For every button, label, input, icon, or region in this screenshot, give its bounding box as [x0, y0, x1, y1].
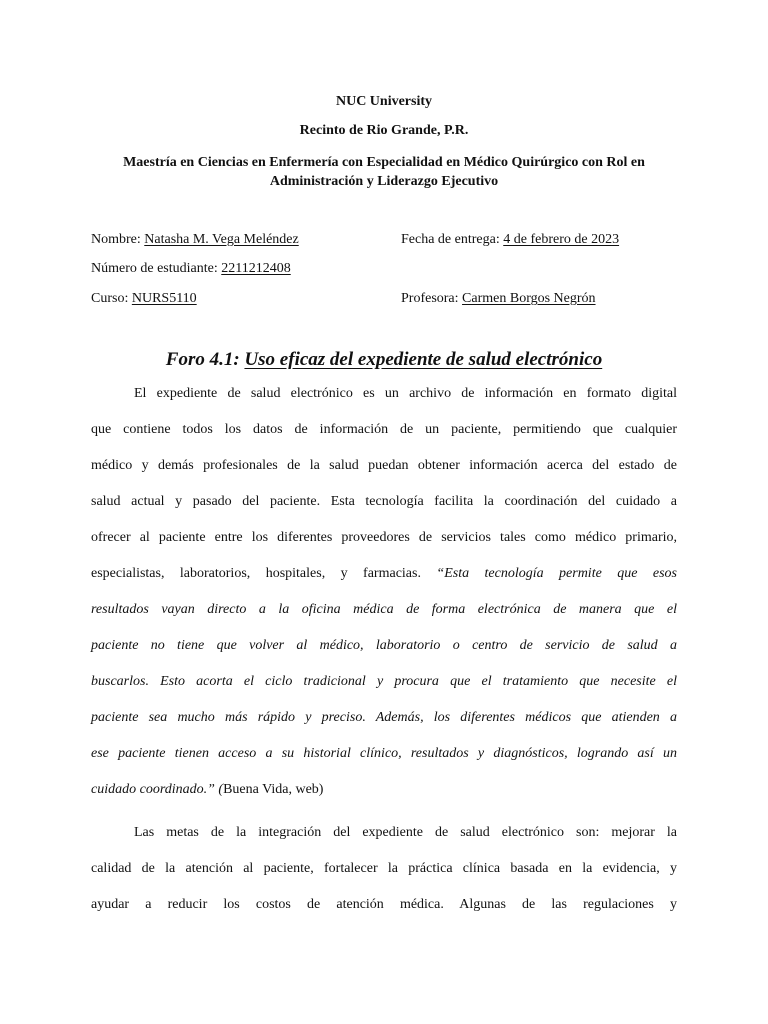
- paragraph-text: especialistas, laboratorios, hospitales, y farmacias.: [91, 566, 437, 581]
- student-number-row: [91, 261, 291, 277]
- paragraph-1: [91, 384, 677, 816]
- university-name: NUC University: [335, 94, 433, 109]
- program-name: Maestría en Ciencias en Enfermería con Especialidad en Médico Quirúrgico con Rol en Administración y Liderazgo Ejecutivo: [123, 155, 645, 189]
- paragraph-line: calidad de la atención al paciente, fortalecer la práctica clínica basada en la evidencia, y: [91, 861, 677, 876]
- forum-title-main: Uso eficaz del expediente de salud electrónico: [244, 349, 603, 370]
- paragraph-line: Las metas de la integración del expediente de salud electrónico son: mejorar la: [134, 825, 677, 840]
- paragraph-line: ayudar a reducir los costos de atención médica. Algunas de las regulaciones y: [91, 897, 677, 912]
- forum-title: [0, 349, 768, 371]
- paragraph-line: [91, 780, 677, 816]
- paragraph-line: ofrecer al paciente entre los diferentes proveedores de servicios tales como médico primario,: [91, 530, 677, 545]
- quote-text: “Esta tecnología permite que esos: [436, 566, 677, 581]
- student-number-value: 2211212408: [221, 261, 291, 276]
- professor-value: Carmen Borgos Negrón: [462, 291, 596, 306]
- professor-row: [401, 291, 596, 307]
- due-date-row: [401, 232, 619, 248]
- name-value: Natasha M. Vega Meléndez: [144, 232, 299, 247]
- date-value: 4 de febrero de 2023: [503, 232, 620, 247]
- quote-line: resultados vayan directo a la oficina médica de forma electrónica de manera que el: [91, 602, 677, 617]
- course-value: NURS5110: [131, 291, 197, 306]
- campus-name: Recinto de Rio Grande, P.R.: [299, 123, 469, 138]
- paragraph-line: salud actual y pasado del paciente. Esta tecnología facilita la coordinación del cuidado a: [91, 494, 677, 509]
- quote-line: paciente no tiene que volver al médico, laboratorio o centro de servicio de salud a: [91, 638, 677, 653]
- paragraph-line: [91, 564, 677, 600]
- professor-label: Profesora:: [401, 291, 463, 306]
- forum-title-prefix: Foro 4.1:: [165, 349, 245, 370]
- paragraph-line: médico y demás profesionales de la salud puedan obtener información acerca del estado de: [91, 458, 677, 473]
- course-row: [91, 291, 197, 307]
- student-number-label: Número de estudiante:: [91, 261, 222, 276]
- citation-text: Buena Vida, web): [223, 782, 324, 797]
- name-label: Nombre:: [91, 232, 145, 247]
- quote-end: cuidado coordinado.” (: [91, 782, 224, 797]
- course-label: Curso:: [91, 291, 132, 306]
- date-label: Fecha de entrega:: [401, 232, 504, 247]
- paragraph-line: El expediente de salud electrónico es un archivo de información en formato digital: [134, 386, 677, 401]
- paragraph-line: que contiene todos los datos de información de un paciente, permitiendo que cualquier: [91, 422, 677, 437]
- quote-line: buscarlos. Esto acorta el ciclo tradicional y procura que el tratamiento que necesite el: [91, 674, 677, 689]
- quote-line: paciente sea mucho más rápido y preciso. Además, los diferentes médicos que atienden a: [91, 710, 677, 725]
- quote-line: ese paciente tienen acceso a su historial clínico, resultados y diagnósticos, logrando así un: [91, 746, 677, 761]
- paragraph-2: [91, 823, 677, 931]
- student-name-row: [91, 232, 299, 248]
